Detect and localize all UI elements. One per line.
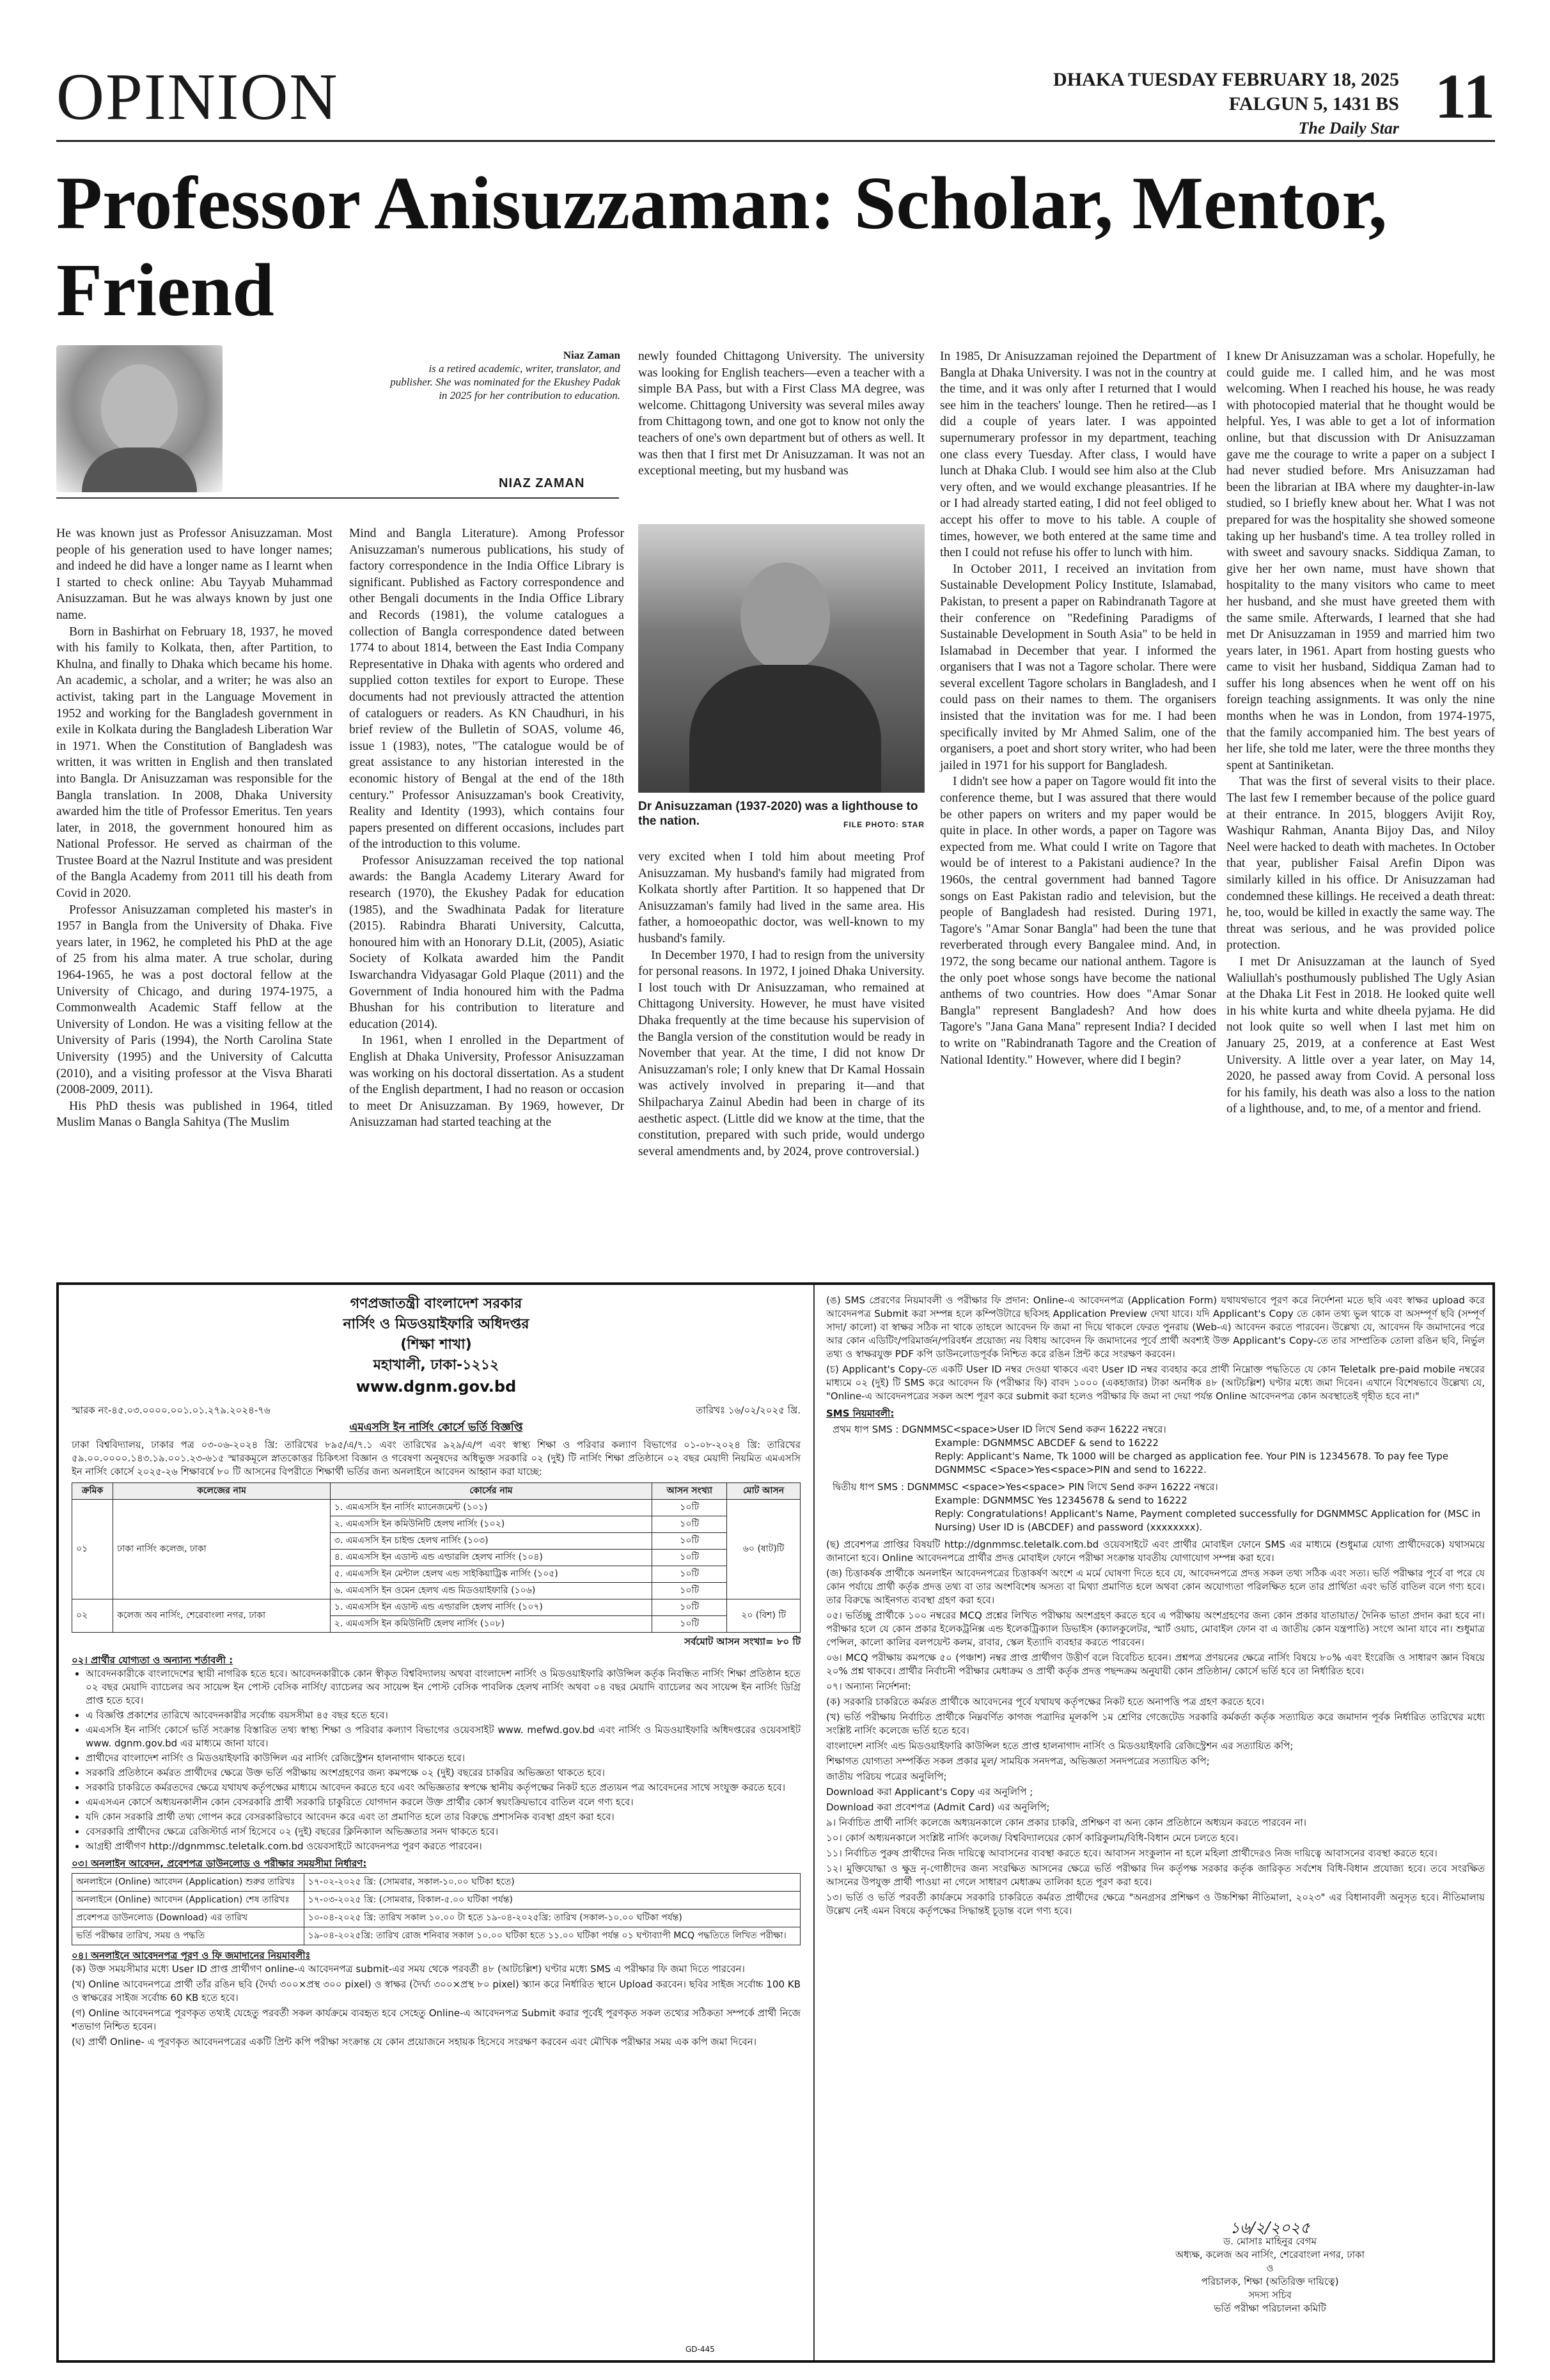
schedule-value: ১৭-০৩-২০২৫ খ্রি: (সোমবার, বিকাল-৫.০০ ঘটিকা পর্যন্ত) <box>304 1892 800 1909</box>
total-seats: সর্বমোট আসন সংখ্যা= ৮০ টি <box>684 1636 801 1647</box>
eligibility-item: • এমএসএন কোর্সে অধ্যয়নকালীন কোন বেসরকারি প্রার্থী সরকারি চাকুরিতে যোগদান করলে উক্ত প্রার্থীর কোর্স স্বয়ংক্রিয়ভাবে বাতিল বলে গণ্য হবে। <box>86 1796 801 1809</box>
college-total-seats: ৬০ (ষাট)টি <box>727 1500 801 1599</box>
sms-second-step: দ্বিতীয় ধাপ SMS : DGNMMSC <space>Yes<space> PIN লিখে Send করুন 16222 নম্বরে। <box>833 1481 1218 1493</box>
article-paragraph: In December 1970, I had to resign from the university for personal reasons. In 1972, I joined Dhaka University. I lost touch with Dr Anisuzzaman, who remained at Chittagong University. However, he must have visited Dhaka frequently at the time because his supervision of the Bangla version of the constitution would be ready in November that year. At the time, I did not know Dr Anisuzzaman's role; I only knew that Dr Kamal Hossain was actively involved in preparing it—and that Shilpacharya Zainul Abedin had been in charge of its aesthetic aspect. (Little did we know at the time, that the constitution, prepared with such pride, would undergo several amendments and, by 2024, prove controversial.) <box>638 948 925 1158</box>
article-column-1 <box>56 525 333 1131</box>
course-name: ৫. এমএসসি ইন মেন্টাল হেলথ এন্ড সাইকিয়াট্রিক নার্সিং (১০৫) <box>330 1566 652 1583</box>
notice-header-line1: গণপ্রজাতন্ত্রী বাংলাদেশ সরকার <box>350 1296 522 1312</box>
section-name: OPINION <box>56 60 339 134</box>
author-bio-name: Niaz Zaman <box>563 349 620 361</box>
article-paragraph: very excited when I told him about meeting Prof Anisuzzaman. My husband's family had migrated from Kolkata shortly after Partition. It so happened that Dr Anisuzzaman's family had lived in the same area. His father, a homoeopathic doctor, was well-known to my husband's family. <box>638 850 925 945</box>
notice-left-column <box>72 1294 801 2051</box>
signatory-line2: ও <box>1266 2262 1274 2274</box>
course-seats: ১০টি <box>652 1516 727 1533</box>
schedule-title: ০৩। অনলাইন আবেদন, প্রবেশপত্র ডাউনলোড ও পরীক্ষার সময়সীমা নির্ধারণ: <box>72 1858 367 1869</box>
article-column-2 <box>349 525 624 1131</box>
notice-rule-item: ৯। নির্বাচিত প্রার্থী নার্সিং কলেজে অধ্যয়নকালে কোন প্রকার চাকরি, প্রশিক্ষণ বা অন্য কোন প্রতিষ্ঠানে অধ্যয়ন করতে পারবেন না। <box>826 1817 1307 1828</box>
eligibility-item: • বেসরকারি প্রার্থীদের ক্ষেত্রে রেজিস্টার্ড নার্স হিসেবে ০২ (দুই) বছরের ক্লিনিক্যাল অভিজ্ঞতার সনদ থাকতে হবে। <box>86 1825 801 1839</box>
col-header-total: মোট আসন <box>727 1483 801 1500</box>
notice-rule-item: (জ) চিত্তাকর্ষক প্রার্থীকে অনলাইন আবেদনপত্রের চিত্তাকর্ষণ অংশে এ মর্মে ঘোষণা দিতে হবে যে, আবেদনপত্রে প্রদত্ত সকল তথ্য সঠিক এবং সত্য। ভর্তি পরীক্ষার পূর্বে বা পরে যে কোন পর্যায়ে প্রার্থী কর্তৃক প্রদত্ত তথ্য বা তার অংশবিশেষ অসত্য বা মিথ্যা প্রমাণিত হলে অথবা কোন অযোগ্যতা পরিলক্ষিত হলে তার প্রার্থিতা এবং ভর্তি বাতিল বলে গণ্য হবে। তার বিরুদ্ধে আইনগত ব্যবস্থা গ্রহণ করা হবে। <box>826 1567 1485 1606</box>
notice-header-line3: (শিক্ষা শাখা) <box>400 1337 472 1353</box>
article-column-5 <box>1226 348 1495 1117</box>
college-serial: ০২ <box>72 1599 113 1633</box>
schedule-item: অনলাইনে (Online) আবেদন (Application) শেষ তারিখঃ <box>72 1892 304 1909</box>
eligibility-item: • সরকারি প্রতিষ্ঠানে কর্মরত প্রার্থীদের ক্ষেত্রে উক্ত ভর্তি পরীক্ষায় অংশগ্রহণের জন্য কমপক্ষে ০২ (দুই) বছরের চাকরির অভিজ্ঞতা থাকতে হবে। <box>86 1766 801 1780</box>
schedule-row <box>72 1874 801 1892</box>
notice-rule-item: ০৭। অন্যান্য নির্দেশনা: <box>826 1681 911 1692</box>
notice-rule-item: ০৫। ভর্তিচ্ছু প্রার্থীকে ১০০ নম্বরের MCQ প্রশ্নের লিখিত পরীক্ষায় অংশগ্রহণ করতে হবে এ পরীক্ষায় অংশগ্রহণের জন্য কোন প্রকার যাতায়াত/ দৈনিক ভাতা প্রদান করা হবে না। পরীক্ষার হলে যে কোন প্রকার ইলেকট্রনিক্স এন্ড ইলেকট্রিক্যাল ডিভাইস (ক্যালকুলেটর, স্মার্ট ওয়াচ, মোবাইল ফোন বা এ জাতীয় কোন যন্ত্রপাতি) সংগে আনা যাবে না। শুধুমাত্র পেন্সিল, কালো কালির বলপয়েন্ট কলম, রাবার, স্কেল ইত্যাদি ব্যবহার করতে পারবেন। <box>826 1610 1485 1648</box>
notice-rule-item: (ক) সরকারি চাকরিতে কর্মরত প্রার্থীকে আবেদনের পূর্বে যথাযথ কর্তৃপক্ষের নিকট হতে অনাপত্তি পত্র গ্রহণ করতে হবে। <box>826 1696 1264 1707</box>
sms-first-step: প্রথম ধাপ SMS : DGNMMSC<space>User ID লিখে Send করুন 16222 নম্বরে। <box>833 1424 1166 1435</box>
notice-rule-item: ১২। মুক্তিযোদ্ধা ও ক্ষুদ্র নৃ-গোষ্ঠীদের জন্য সংরক্ষিত আসনের ক্ষেত্রে ভর্তি পরীক্ষার দিন কর্তৃপক্ষ সরকার কর্তৃক জারিকৃত সর্বশেষ বিধি-বিধান প্রযোজ্য হবে। তবে সংরক্ষিত আসনের উপযুক্ত প্রার্থী পাওয়া না গেলে সাধারণ মেধাক্রম তালিকা হতে পূরণ করা হবে। <box>826 1863 1485 1888</box>
sms-reply-2: Reply: Congratulations! Applicant's Name, Payment completed successfully for DGNMMSC Application for (MSC in Nursing) User ID is (ABCDEF) and password (xxxxxxxx). <box>935 1508 1481 1533</box>
notice-rule-item: (ছ) প্রবেশপত্র প্রাপ্তির বিষয়টি http://dgnmmsc.teletalk.com.bd ওয়েবসাইটে এবং প্রার্থীর মোবাইল ফোনে SMS এর মাধ্যমে (শুধুমাত্র যোগ্য প্রার্থীদেরকে) যথাসময়ে জানানো হবে। Online আবেদনপত্রে প্রার্থীর প্রদত্ত মোবাইল ফোনে পরীক্ষা সংক্রান্ত যাবতীয় যোগাযোগ সম্পন্ন করা হবে। <box>826 1539 1485 1564</box>
date-bangla: FALGUN 5, 1431 BS <box>1228 93 1399 114</box>
table-row <box>72 1599 801 1616</box>
signature-mark: ১৬/২/২০২৫ <box>1230 2219 1310 2237</box>
notice-header-line4: মহাখালী, ঢাকা-১২১২ <box>373 1357 499 1373</box>
sms-block <box>833 1423 1485 1534</box>
schedule-table <box>72 1873 801 1945</box>
schedule-item: ভর্তি পরীক্ষার তারিখ, সময় ও পদ্ধতি <box>72 1927 304 1945</box>
course-name: ৩. এমএসসি ইন চাইল্ড হেলথ নার্সিং (১০৩) <box>330 1533 652 1550</box>
course-seats: ১০টি <box>652 1583 727 1599</box>
caption-text: Dr Anisuzzaman (1937-2020) was a lighthouse to the nation. <box>638 800 918 828</box>
course-seats: ১০টি <box>652 1566 727 1583</box>
notice-title: এমএসসি ইন নার্সিং কোর্সে ভর্তি বিজ্ঞপ্তি <box>349 1421 523 1434</box>
photo-credit: FILE PHOTO: STAR <box>843 820 925 829</box>
signatory-line1: অধ্যক্ষ, কলেজ অব নার্সিং, শেরেবাংলা নগর, ঢাকা <box>1175 2249 1365 2260</box>
eligibility-item: • আবেদনকারীকে বাংলাদেশের স্থায়ী নাগরিক হতে হবে। আবেদনকারীকে কোন স্বীকৃত বিশ্ববিদ্যালয় অথবা বাংলাদেশ নার্সিং ও মিডওয়াইফারি কাউন্সিল কর্তৃক নিবন্ধিত নার্সিং শিক্ষা প্রতিষ্ঠান হতে ০২ বছর মেয়াদি ব্যাচেলর অব সায়েন্স ইন পোস্ট বেসিক নার্সিং/ ব্যাচেলর অব সায়েন্স ইন পোস্ট বেসিক পাবলিক হেলথ নার্সিং অথবা ০৪ বছর মেয়াদি ব্যাচেলর অব সায়েন্স ইন নার্সিং ডিগ্রি প্রাপ্ত হতে হবে। <box>86 1667 801 1707</box>
article-paragraph: In 1961, when I enrolled in the Department of English at Dhaka University, Professor Anisuzzaman was working on his doctoral dissertation. As a student of the English department, I had no reason or occasion to meet Dr Anisuzzaman. By 1969, however, Dr Anisuzzaman had started teaching at the <box>349 1034 624 1130</box>
course-table <box>72 1482 801 1633</box>
schedule-item: অনলাইনে (Online) আবেদন (Application) শুরুর তারিখঃ <box>72 1874 304 1892</box>
col-header-course: কোর্সের নাম <box>330 1483 652 1500</box>
col-header-sl: ক্রমিক <box>72 1483 113 1500</box>
byline-rule <box>56 497 619 499</box>
photo-caption <box>638 799 925 832</box>
col-header-seats: আসন সংখ্যা <box>652 1483 727 1500</box>
course-name: ১. এমএসসি ইন নার্সিং ম্যানেজমেন্ট (১০১) <box>330 1500 652 1516</box>
article-paragraph: That was the first of several visits to their place. The last few I remember because of the police guard at their entrance. In 2015, bloggers Avijit Roy, Washiqur Rahman, Ananta Bijoy Das, and Niloy Neel were hacked to death with machetes. In October that year, publisher Faisal Arefin Dipon was similarly killed in his office. Dr Anisuzzaman had condemned these killings. He received a death threat: he, too, would be killed in exactly the same way. The threat was serious, and he was provided police protection. <box>1226 775 1495 953</box>
schedule-value: ১৭-০২-২০২৫ খ্রি: (সোমবার, সকাল-১০.০০ ঘটিকা হতে) <box>304 1874 800 1892</box>
col-header-college: কলেজের নাম <box>113 1483 331 1500</box>
signatory-line5: ভর্তি পরীক্ষা পরিচালনা কমিটি <box>1214 2303 1326 2314</box>
notice-intro: ঢাকা বিশ্ববিদ্যালয়, ঢাকার পত্র ০৩-০৬-২০২৪ খ্রি: তারিখের ৮৯৫/এ/৭.১ এবং তারিখের ৯২৯/এ/প এবং স্বাস্থ্য শিক্ষা ও পরিবার কল্যাণ বিভাগের ০১-০৮-২০২৪ খ্রি: তারিখের ৫৯.০০.০০০০.১৪৩.১৯.০০১.২৩-৬১৫ স্মারকমূলে স্নাতকোত্তর চিকিৎসা বিজ্ঞান ও গবেষণা অনুষদের অধিভুক্ত সরকারি ০২ (দুই) টি নার্সিং শিক্ষা প্রতিষ্ঠানে ০২ বছর মেয়াদী নিয়মিত এমএসসি ইন নার্সিং কোর্সে ২০২৫-২৬ শিক্ষাবর্ষে ৮০ টি আসনের বিপরীতে শিক্ষার্থী ভর্তির জন্য অনলাইনে আবেদন আহ্বান করা যাচ্ছে: <box>72 1439 801 1477</box>
schedule-value: ১৯-০৪-২০২৫খ্রি: তারিখ রোজ শনিবার সকাল ১০.০০ ঘটিকা হতে ১১.০০ ঘটিকা পর্যন্ত ০১ ঘণ্টাব্যাপী MCQ পদ্ধতিতে লিখিত পরীক্ষা। <box>304 1927 800 1945</box>
eligibility-item: • প্রার্থীদের বাংলাদেশ নার্সিং ও মিডওয়াইফারি কাউন্সিল এর নার্সিং রেজিস্ট্রেশন হালনাগাদ থাকতে হবে। <box>86 1752 801 1765</box>
fee-title: ০৪। অনলাইনে আবেদনপত্র পূরণ ও ফি জমাদানের নিয়মাবলীঃ <box>72 1950 311 1961</box>
memo-date: তারিখঃ ১৬/০২/২০২৫ খ্রি. <box>696 1404 801 1416</box>
fee-rule-item: (ক) উক্ত সময়সীমার মধ্যে User ID প্রাপ্ত প্রার্থীগণ online-এ আবেদনপত্র submit-এর সময় থেকে পরবর্তী ৪৮ (আটচল্লিশ) ঘণ্টার মধ্যে SMS এ পরীক্ষার ফি জমা দিতে পারবেন। <box>72 1963 745 1975</box>
article-paragraph: In October 2011, I received an invitation from Sustainable Development Policy Institute, Islamabad, Pakistan, to present a paper on Rabindranath Tagore at their conference on "Redefining Paradigms of Sustainable Development in South Asia" to be held in Islamabad in December that year. I informed the organisers that I was not a Tagore scholar. There were several excellent Tagore scholars in Bangladesh, and I could pass on their names to them. The organisers insisted that the invitation was for me. I had been specifically invited by Mr Ahmed Salim, one of the organisers, a poet and short story writer, who had been jailed in 1971 for his support for Bangladesh. <box>940 562 1216 772</box>
course-seats: ১০টি <box>652 1599 727 1616</box>
article-paragraph: He was known just as Professor Anisuzzaman. Most people of his generation used to have longer names; and indeed he did have a longer name as I learnt when I started to check online: Abu Tayyab Muhammad Anisuzzaman. But he was always known by just one name. <box>56 527 333 622</box>
course-name: ৪. এমএসসি ইন এডাল্ট এন্ড এল্ডারলি হেলথ নার্সিং (১০৪) <box>330 1550 652 1566</box>
notice-rule-item: ১১। নির্বাচিত পুরুষ প্রার্থীদের নিজ দায়িত্বে আবাসনের ব্যবস্থা করতে হবে। আবাসন সংকুলান না হলে মহিলা প্রার্থীদেরও নিজ দায়িত্বে আবাসনের ব্যবস্থা করতে হবে। <box>826 1847 1437 1859</box>
college-name: কলেজ অব নার্সিং, শেরেবাংলা নগর, ঢাকা <box>113 1599 331 1633</box>
author-photo <box>56 345 223 492</box>
notice-header <box>72 1294 801 1397</box>
course-seats: ১০টি <box>652 1616 727 1633</box>
article-paragraph: His PhD thesis was published in 1964, titled Muslim Manas o Bangla Sahitya (The Muslim <box>56 1099 333 1130</box>
course-table-header <box>72 1483 801 1500</box>
course-name: ৬. এমএসসি ইন ওমেন হেলথ এন্ড মিডওয়াইফারি (১০৬) <box>330 1583 652 1599</box>
memo-row <box>72 1404 801 1417</box>
memo-number: স্মারক নং-৪৫.০৩.০০০০.০০১.০১.২৭৯.২০২৪-৭৬ <box>72 1404 270 1416</box>
course-seats: ১০টি <box>652 1500 727 1516</box>
notice-rule-item: ১৩। ভর্তি ও ভর্তি পরবর্তী কার্যক্রমে সরকারি চাকরিতে কর্মরত প্রার্থীদের ক্ষেত্রে "অনগ্রসর প্রশিক্ষণ ও উচ্চশিক্ষা নীতিমালা, ২০২৩" এর বিধানাবলী অনুসৃত হবে। নীতিমালায় উল্লেখ নেই এমন বিষয়ে কর্তৃপক্ষের সিদ্ধান্তই চূড়ান্ত বলে গণ্য হবে। <box>826 1892 1485 1917</box>
ad-code: GD-445 <box>685 2345 715 2354</box>
article-paragraph: newly founded Chittagong University. The university was looking for English teachers—even a teacher with a simple BA Pass, but with a First Class MA degree, was welcome. Chittagong University was several miles away from Chittagong town, and one got to know not only the teachers of one's own department but of others as well. It was then that I first met Dr Anisuzzaman. It was not an exceptional meeting, but my husband was <box>638 350 925 478</box>
article-paragraph: Professor Anisuzzaman received the top national awards: the Bangla Academy Literary Award for research (1970), the Ekushey Padak for education (1985), and the Swadhinata Padak for literature (2015). Rabindra Bharati University, Calcutta, honoured him with an Honorary D.Lit, (2005), Asiatic Society of Kolkata awarded him the Pandit Iswarchandra Vidyasagar Gold Plaque (2011) and the Government of India honoured him with the Padma Bhushan for his contribution to literature and education (2014). <box>349 853 624 1031</box>
notice-rule-item: Download করা Applicant's Copy এর অনুলিপি ; <box>826 1786 1033 1798</box>
eligibility-title: ০২। প্রার্থীর যোগ্যতা ও অন্যান্য শর্তাবলী : <box>72 1654 233 1666</box>
notice-rule-item: শিক্ষাগত যোগ্যতা সম্পর্কিত সকল প্রকার মূল/ সাময়িক সনদপত্র, অভিজ্ঞতা সনদপত্রের সত্যায়িত কপি; <box>826 1755 1210 1767</box>
photo-torso <box>689 665 881 793</box>
page-number: 11 <box>1434 61 1495 132</box>
article-column-4 <box>940 348 1216 1068</box>
sms-example-2: Example: DGNMMSC Yes 12345678 & send to 16222 <box>935 1495 1187 1506</box>
eligibility-item: • আগ্রহী প্রার্থীগণ http://dgnmmsc.teletalk.com.bd ওয়েবসাইটে আবেদনপত্র পূরণ করতে পারবেন। <box>86 1840 801 1853</box>
course-name: ১. এমএসসি ইন এডাল্ট এন্ড এল্ডারলি হেলথ নার্সিং (১০৭) <box>330 1599 652 1616</box>
course-table-body <box>72 1500 801 1633</box>
article-headline: Professor Anisuzzaman: Scholar, Mentor, Friend <box>56 161 1388 332</box>
table-row <box>72 1500 801 1516</box>
notice-rule-item: Download করা প্রবেশপত্র (Admit Card) এর অনুলিপি; <box>826 1801 1050 1813</box>
signatory-line4: সদস্য সচিব <box>1248 2289 1292 2301</box>
notice-rule-item: (খ) ভর্তি পরীক্ষায় নির্বাচিত প্রার্থীকে নিম্নবর্ণিত কাগজ পত্রাদির মূলকপি ১ম শ্রেণির গেজেটেড সরকারি কর্মকর্তা কর্তৃক সত্যায়িত করে জমাদান পূর্বক নির্ধারিত তারিখের মধ্যে সংশ্লিষ্ট নার্সিং কলেজে ভর্তি হতে হবে। <box>826 1711 1485 1736</box>
author-bio-text: is a retired academic, writer, translator, and publisher. She was nominated for the Ekushey Padak in 2025 for her contribution to education. <box>390 362 620 401</box>
sms-instructions-list <box>826 1294 1485 1403</box>
notice-right-column <box>826 1294 1485 1920</box>
notice-header-line2: নার্সিং ও মিডওয়াইফারি অধিদপ্তর <box>343 1316 529 1332</box>
course-name: ২. এমএসসি ইন কমিউনিটি হেলথ নার্সিং (১০৮) <box>330 1616 652 1633</box>
schedule-table-body <box>72 1874 801 1945</box>
date: DHAKA TUESDAY FEBRUARY 18, 2025 <box>1053 69 1399 90</box>
page-masthead <box>56 59 1495 142</box>
college-name: ঢাকা নার্সিং কলেজ, ঢাকা <box>113 1500 331 1599</box>
anisuzzaman-photo <box>638 524 925 793</box>
article-paragraph: I met Dr Anisuzzaman at the launch of Syed Waliullah's posthumously published The Ugly Asian at the Dhaka Lit Fest in 2018. He looked quite well in his white kurta and white dheela pyjama. He did not look quite so well when I last met him on January 25, 2019, at a conference at East West University. A little over a year later, on May 14, 2020, he passed away from Covid. A personal loss for his family, his death was also a loss to the nation of a lighthouse, and, to me, of a mentor and friend. <box>1226 954 1495 1116</box>
fee-rule-item: (খ) Online আবেদনপত্রে প্রার্থী তাঁর রঙিন ছবি (দৈর্ঘ্য ৩০০×প্রস্থ ৩০০ pixel) ও স্বাক্ষর (দৈর্ঘ্য ৩০০×প্রস্থ ৮০ pixel) স্ক্যান করে নির্ধারিত স্থানে Upload করবেন। ছবির সাইজ সর্বোচ্চ 100 KB ও স্বাক্ষরের সাইজ সর্বোচ্চ 60 KB হতে হবে। <box>72 1979 801 2003</box>
college-serial: ০১ <box>72 1500 113 1599</box>
schedule-value: ১০-০৪-২০২৫ খ্রি: তারিখ সকাল ১০.০০ টা হতে ১৯-০৪-২০২৫খ্রি: তারিখ (সকাল-১০.০০ ঘটিকা পর্যন্ত) <box>304 1909 800 1927</box>
article-column-3-top <box>638 348 925 479</box>
notice-divider <box>813 1285 815 2360</box>
eligibility-item: • যদি কোন সরকারি প্রার্থী তথ্য গোপন করে বেসরকারিভাবে আবেদন করে এবং তা প্রমাণিত হলে তার বিরুদ্ধে প্রশাসনিক ব্যবস্থা গ্রহণ করা হবে। <box>86 1810 801 1824</box>
newspaper-name: The Daily Star <box>1298 119 1399 137</box>
signatory-name: ড. মোসাঃ মাহিনুর বেগম <box>1223 2236 1317 2247</box>
notice-website[interactable]: www.dgnm.gov.bd <box>356 1378 517 1396</box>
author-bio <box>384 348 620 402</box>
college-total-seats: ২০ (বিশ) টি <box>727 1599 801 1633</box>
fee-rule-item: (ঘ) প্রার্থী Online- এ পূরণকৃত আবেদনপত্রের একটি প্রিন্ট কপি পরীক্ষা সংক্রান্ত যে কোন প্রয়োজনে সহায়ক হিসেবে সংরক্ষণ করবেন এবং মৌখিক পরীক্ষার সময় এক কপি জমা দিবেন। <box>72 2036 757 2048</box>
sms-rule-item: (চ) Applicant's Copy-তে একটি User ID নম্বর দেওয়া থাকবে এবং User ID নম্বর ব্যবহার করে প্রার্থী নিম্নোক্ত পদ্ধতিতে যে কোন Teletalk pre-paid mobile নম্বরের মাধ্যমে ০২ (দুই) টি SMS করে আবেদন ফি (পরীক্ষার ফি) বাবদ ১০০০ (একহাজার) টাকা অনধিক ৪৮ (আটচল্লিশ) ঘণ্টার মধ্যে জমা দিবেন। এখানে বিশেষভাবে উল্লেখ্য যে, "Online-এ আবেদনপত্রের সকল অংশ পূরণ করে submit করা হলেও পরীক্ষার ফি জমা না দেয়া পর্যন্ত Online আবেদনপত্র কোন অবস্থাতেই গৃহীত হবে না।" <box>826 1364 1485 1402</box>
sms-example-1: Example: DGNMMSC ABCDEF & send to 16222 <box>935 1437 1159 1449</box>
byline: NIAZ ZAMAN <box>499 476 585 490</box>
dateline <box>1053 68 1399 141</box>
author-face <box>101 364 178 454</box>
course-seats: ১০টি <box>652 1550 727 1566</box>
later-rules-list <box>826 1538 1485 1918</box>
schedule-row <box>72 1892 801 1909</box>
author-body <box>82 447 197 492</box>
eligibility-item: • সরকারি চাকরিতে কর্মরতদের ক্ষেত্রে যথাযথ কর্তৃপক্ষের মাধ্যমে আবেদন করতে হবে এবং অভিজ্ঞতার স্বপক্ষে স্থানীয় কর্তৃপক্ষের নিকট হতে প্রত্যয়ন পত্র আবেদনের সাথে সংযুক্ত করতে হবে। <box>86 1781 801 1794</box>
notice-rule-item: ০৬। MCQ পরীক্ষায় কমপক্ষে ৫০ (পঞ্চাশ) নম্বর প্রাপ্ত প্রার্থীগণ উত্তীর্ণ বলে বিবেচিত হবেন। প্রশ্নপত্র প্রণয়নের ক্ষেত্রে নার্সিং বিষয়ে ৮০% এবং ইংরেজি ও সাধারণ জ্ঞান বিষয়ে ২০% প্রশ্ন থাকবে। প্রার্থীর নির্বাচনী পরীক্ষার মেধাক্রম ও প্রার্থী কর্তৃক প্রদত্ত পছন্দক্রম অনুযায়ী কোন প্রতিষ্ঠান/ কোর্সে ভর্তি হবে তা নির্ধারিত হবে। <box>826 1652 1485 1677</box>
sms-title: SMS নিয়মাবলী: <box>826 1408 895 1419</box>
signature-block <box>1175 2221 1365 2315</box>
sms-reply-1: Reply: Applicant's Name, Tk 1000 will be charged as application fee. Your PIN is 12345678. To pay fee Type DGNMMSC <Space>Yes<space>PIN and send to 16222. <box>935 1451 1449 1475</box>
article-paragraph: I knew Dr Anisuzzaman was a scholar. Hopefully, he could guide me. I called him, and he was most welcoming. When I reached his house, he was ready with photocopied material that he thought would be helpful. Yes, I was able to get a lot of information online, but that discussion with Dr Anisuzzaman gave me the courage to write a paper on a subject I had never studied before. Mrs Anisuzzaman had been the librarian at IBA where my daughter-in-law studied, so I briefly knew about her. What I was not prepared for was the hospitality she showed someone taking up her husband's time. A tea trolley rolled in with sweet and savoury snacks. Siddiqua Zaman, to give her her own name, must have shown that hospitality to the many visitors who came to meet her husband, and she must have greeted them with the same smile. Afterwards, I learned that she had met Dr Anisuzzaman in 1959 and married him two years later, in 1961. Apart from hosting guests who came to visit her husband, Siddiqua Zaman had to suffer his long absences when he went off on his foreign teaching assignments. It was only the nine months when he was in London, from 1974-1975, that the family accompanied him. The best years of her life, she told me later, were the three months they spent at Santiniketan. <box>1226 350 1495 772</box>
course-name: ২. এমএসসি ইন কমিউনিটি হেলথ নার্সিং (১০২) <box>330 1516 652 1533</box>
schedule-item: প্রবেশপত্র ডাউনলোড (Download) এর তারিখ <box>72 1909 304 1927</box>
fee-rule-item: (গ) Online আবেদনপত্রে পূরণকৃত তথ্যই যেহেতু পরবর্তী সকল কার্যক্রমে ব্যবহৃত হবে সেহেতু Online-এ আবেদনপত্র Submit করার পূর্বেই পূরণকৃত সকল তথ্যের সঠিকতা সম্পর্কে প্রার্থী নিজে শতভাগ নিশ্চিত হবেন। <box>72 2007 801 2032</box>
article-paragraph: Professor Anisuzzaman completed his master's in 1957 in Bangla from the University of Dhaka. Five years later, in 1962, he completed his PhD at the age of 25 from his alma mater. A true scholar, during 1964-1965, he was a post doctoral fellow at the University of Chicago, and during 1974-1975, a Commonwealth Academic Staff fellow at the University of London. He was a visiting fellow at the University of Paris (1994), the North Carolina State University (1995) and the University of Calcutta (2010), and a visiting professor at the Visva Bharati (2008-2009, 2011). <box>56 903 333 1097</box>
schedule-row <box>72 1927 801 1945</box>
notice-rule-item: ১০। কোর্স অধ্যয়নকালে সংশ্লিষ্ট নার্সিং কলেজ/ বিশ্ববিদ্যালয়ের কোর্স কারিকুলাম/বিধি-বিধান মেনে চলতে হবে। <box>826 1832 1239 1844</box>
schedule-row <box>72 1909 801 1927</box>
course-seats: ১০টি <box>652 1533 727 1550</box>
photo-head <box>740 563 830 671</box>
sms-rule-item: (ঙ) SMS প্রেরণের নিয়মাবলী ও পরীক্ষার ফি প্রদান: Online-এ আবেদনপত্র (Application Form) যথাযথভাবে পূরণ করে নির্দেশনা মতে ছবি এবং স্বাক্ষর upload করে আবেদনপত্র Submit করা সম্পন্ন হলে কম্পিউটারে ছবিসহ Application Preview দেখা যাবে। যদি Applicant's Copy তে কোন তথ্য ভুল থাকে বা অসম্পূর্ণ ছবি (সম্পূর্ণ সাদা/ কালো) বা স্বাক্ষর সঠিক না থাকে তাহলে আবেদন ফি জমা না দিয়ে থাকলে ফেরত পুনরায় (Web-এ) আবেদন করতে পারবেন। উল্লেখ্য যে, আবেদন ফি জমাদানের পরে আর কোন এডিটিং/পরিমার্জন/পরিবর্ধন প্রয়োজ্য নয় বিধায় আবেদন ফি জমাদানের পূর্বে প্রার্থী অবশ্যই উক্ত Applicant's Copy-তে তার সাম্প্রতিক তোলা রঙিন ছবি, নির্ভুল তথ্য ও স্বাক্ষরযুক্ত PDF কপি ডাউনলোডপূর্বক নিশ্চিত করে রঙিন প্রিন্ট করে সংরক্ষণ করবেন। <box>826 1295 1485 1360</box>
eligibility-item: • এমএসসি ইন নার্সিং কোর্সে ভর্তি সংক্রান্ত বিস্তারিত তথ্য স্বাস্থ্য শিক্ষা ও পরিবার কল্যাণ বিভাগের ওয়েবসাইট www. mefwd.gov.bd এবং নার্সিং ও মিডওয়াইফারি অধিদপ্তরের ওয়েবসাইট www. dgnm.gov.bd এর মাধ্যমে জানা যাবে। <box>86 1723 801 1750</box>
article-paragraph: Born in Bashirhat on February 18, 1937, he moved with his family to Kolkata, then, after Partition, to Khulna, and finally to Dhaka which became his home. An academic, a scholar, and a writer; he was also an activist, taking part in the Language Movement in 1952 and working for the Bangladesh government in exile in Kolkata during the Bangladesh Liberation War in 1971. When the Constitution of Bangladesh was written, it was written in English and then translated into Bangla. Dr Anisuzzaman was responsible for the Bangla translation. In 2008, Dhaka University awarded him the title of Professor Emeritus. Ten years later, in 2018, the government honoured him as National Professor. He served as chairman of the Trustee Board at the Nazrul Institute and was president of the Bangla Academy from 2011 till his death from Covid in 2020. <box>56 625 333 901</box>
article-paragraph: I didn't see how a paper on Tagore would fit into the conference theme, but I was assured that there would be other papers on writers and my paper would be quite in place. In other words, a paper on Tagore was expected from me. What could I write on Tagore that would be of interest to a Pakistani audience? In the 1960s, the central government had banned Tagore songs on East Pakistan radio and television, but the people of Bangladesh had resisted. During 1971, Tagore's "Amar Sonar Bangla" had been the tune that reverberated through every Bangalee mind. And, in 1972, the song became our national anthem. Tagore is the only poet whose songs have become the national anthems of two countries. How does "Amar Sonar Bangla" represent Bangladesh? And how does Tagore's "Jana Gana Mana" represent India? I decided to write on "Rabindranath Tagore and the Creation of National Identity." However, where did I begin? <box>940 775 1216 1067</box>
article-paragraph: Mind and Bangla Literature). Among Professor Anisuzzaman's numerous publications, his study of factory correspondence in the India Office Library is significant. Published as Factory correspondence and other Bengali documents in the India Office Library and Records (1981), the volume catalogues a collection of Bangla correspondence dated between 1774 to about 1814, between the East India Company Representative in Dhaka with agents who ordered and supplied cotton textiles for export to Europe. These documents had not previously attracted the attention of cataloguers or readers. As KN Chaudhuri, in his brief review of the Bulletin of SOAS, volume 46, issue 1 (1983), notes, "The catalogue would be of great assistance to any historian interested in the economic history of Bengal at the end of the 18th century." Professor Anisuzzaman's book Creativity, Reality and Identity (1993), which contains four papers presented on different occasions, includes part of the introduction to this volume. <box>349 527 624 852</box>
eligibility-item: • এ বিজ্ঞপ্তি প্রকাশের তারিখে আবেদনকারীর সর্বোচ্চ বয়সসীমা ৪৫ বছর হতে হবে। <box>86 1709 801 1722</box>
eligibility-list <box>86 1667 801 1853</box>
article-column-3-bottom <box>638 849 925 1160</box>
government-notice <box>56 1282 1495 2363</box>
notice-rule-item: জাতীয় পরিচয় পত্রের অনুলিপি; <box>826 1771 947 1782</box>
signatory-line3: পরিচালক, শিক্ষা (অতিরিক্ত দায়িত্বে) <box>1201 2276 1339 2287</box>
fee-rules-list <box>72 1963 801 2049</box>
notice-rule-item: বাংলাদেশ নার্সিং এন্ড মিডওয়াইফারি কাউন্সিল হতে প্রাপ্ত হালনাগাদ নার্সিং ও মিডওয়াইফারি রেজিস্ট্রেশন এর সত্যায়িত কপি; <box>826 1740 1294 1752</box>
article-paragraph: In 1985, Dr Anisuzzaman rejoined the Department of Bangla at Dhaka University. I was not in the country at the time, and it was only after I returned that I would see him in the teachers' lounge. Then he retired—as I did a couple of years later. I was appointed supernumerary professor in my department, teaching one class every Tuesday. After class, I would have lunch at Dhaka Club. I would see him also at the Club very often, and we would exchange pleasantries. If he or I had already started eating, I did not feel obliged to accept his offer to move to his table. A couple of times, however, we both entered at the same time and then I could not refuse his offer to lunch with him. <box>940 350 1216 560</box>
